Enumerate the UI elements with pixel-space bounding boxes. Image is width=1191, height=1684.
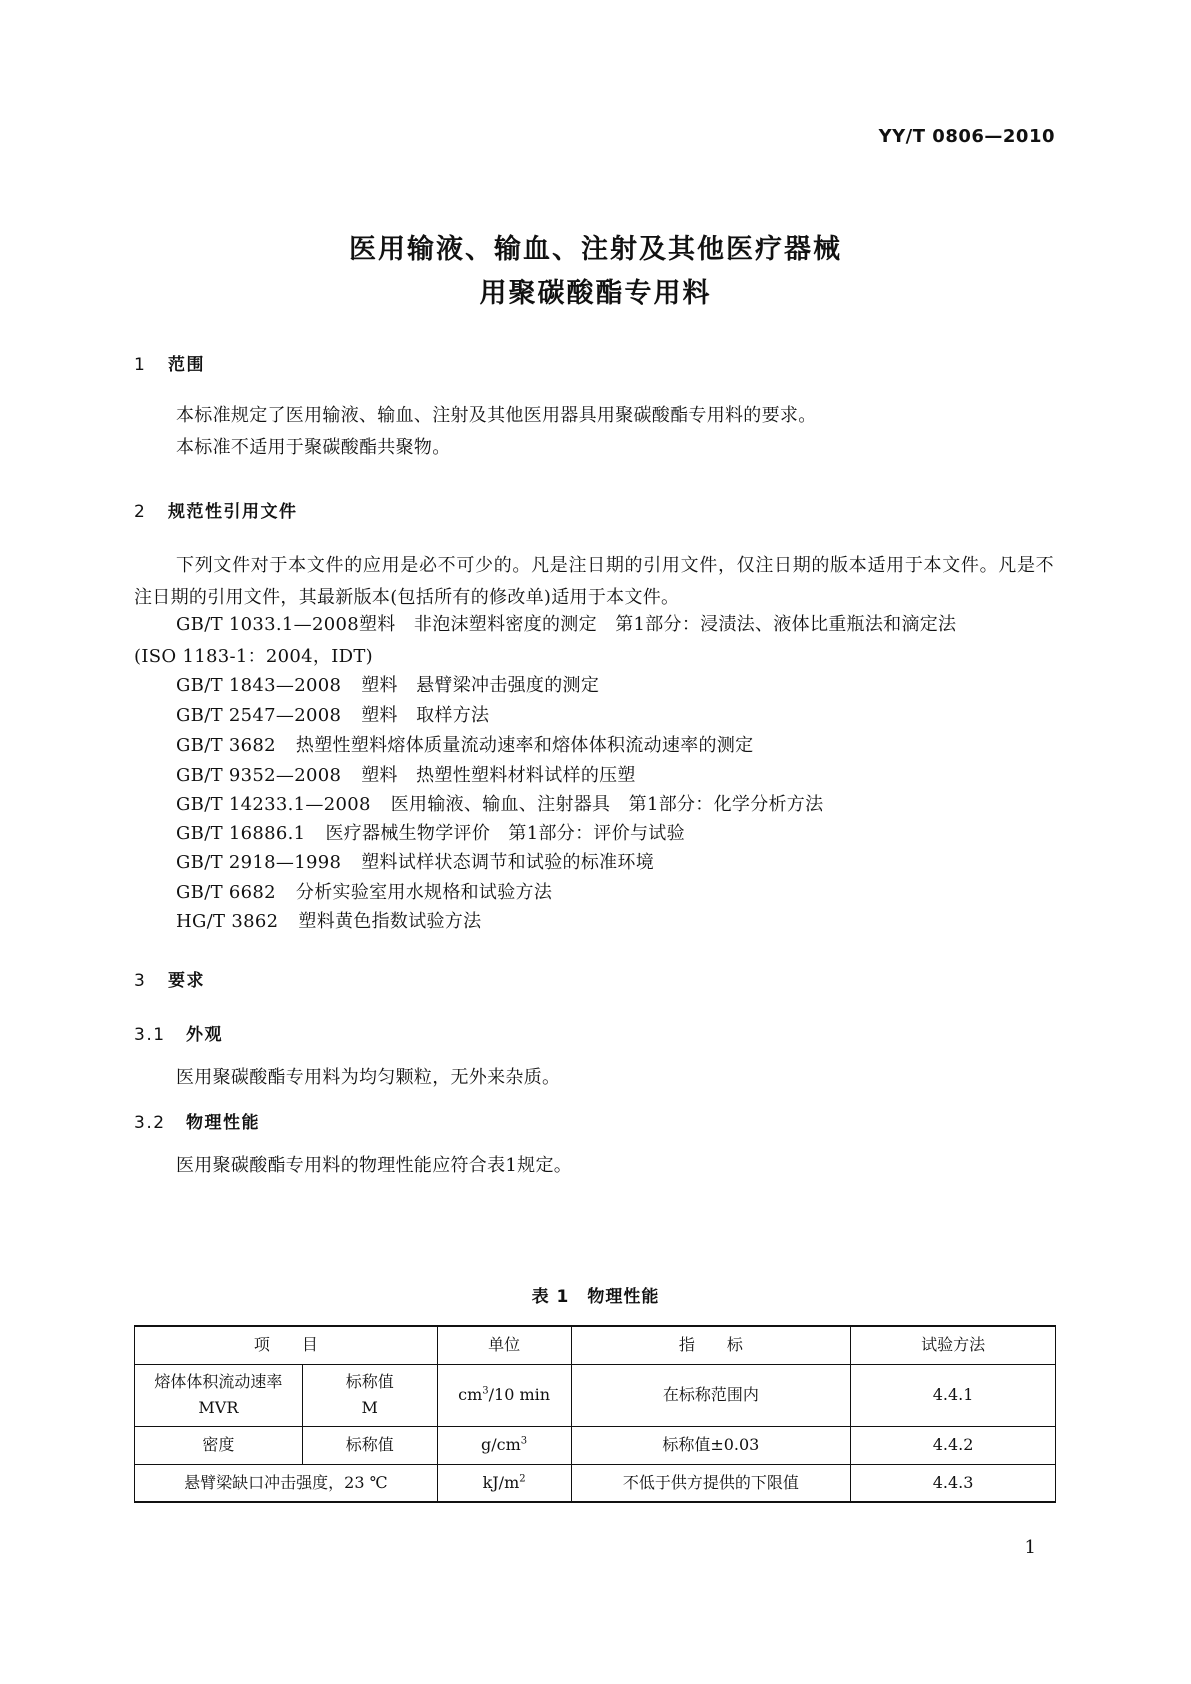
- ref-code: GB/T 9352—2008: [176, 765, 342, 786]
- section-3-heading: [134, 966, 205, 991]
- ref-title: 塑料 悬臂梁冲击强度的测定: [361, 675, 600, 696]
- section-title: 范围: [168, 355, 205, 375]
- unit-base: cm: [458, 1385, 483, 1404]
- section-title: 规范性引用文件: [168, 502, 298, 522]
- ref-title: 医用输液、输血、注射器具 第1部分：化学分析方法: [390, 794, 824, 815]
- standard-code: YY/T 0806—2010: [878, 126, 1055, 147]
- title-line-1: 医用输液、输血、注射及其他医疗器械: [349, 234, 842, 265]
- ref-code: GB/T 2918—1998: [176, 852, 342, 873]
- paragraph: 医用聚碳酸酯专用料为均匀颗粒，无外来杂质。: [176, 1067, 561, 1088]
- paragraph: 下列文件对于本文件的应用是必不可少的。凡是注日期的引用文件，仅注日期的版本适用于本文件。凡是不注日期的引用文件，其最新版本(包括所有的修改单)适用于本文件。: [134, 555, 1054, 608]
- reference-item: [134, 609, 1056, 673]
- unit-tail: /10 min: [488, 1385, 551, 1404]
- cell-item-line: MVR: [198, 1398, 239, 1417]
- subsection-3-2-heading: [134, 1108, 260, 1133]
- subsection-3-1-heading: [134, 1020, 223, 1045]
- ref-title: 塑料 取样方法: [361, 705, 490, 726]
- reference-item: [176, 790, 823, 816]
- table-caption: 表 1 物理性能: [531, 1287, 660, 1307]
- ref-title: 塑料 热塑性塑料材料试样的压塑: [361, 765, 636, 786]
- unit-superscript: 3: [520, 1435, 528, 1447]
- header-method: 试验方法: [851, 1326, 1056, 1364]
- cell-sub-line: M: [361, 1398, 378, 1417]
- cell-unit: [437, 1464, 571, 1502]
- reference-item: [176, 878, 552, 904]
- paragraph: 医用聚碳酸酯专用料的物理性能应符合表1规定。: [176, 1155, 573, 1176]
- paragraph: 本标准规定了医用输液、输血、注射及其他医用器具用聚碳酸酯专用料的要求。: [176, 405, 817, 426]
- ref-code: GB/T 1843—2008: [176, 675, 342, 696]
- ref-title-cont: (ISO 1183-1：2004，IDT): [134, 646, 373, 667]
- section-number: 3.1: [134, 1025, 166, 1045]
- cell-unit: [437, 1426, 571, 1464]
- section-2-heading: [134, 497, 298, 522]
- ref-title: 分析实验室用水规格和试验方法: [295, 882, 553, 903]
- reference-item: [176, 701, 489, 727]
- ref-code: GB/T 14233.1—2008: [176, 794, 371, 815]
- cell-sub-line: 标称值: [345, 1372, 394, 1391]
- ref-title: 医疗器械生物学评价 第1部分：评价与试验: [325, 823, 685, 844]
- ref-code: GB/T 3682: [176, 735, 276, 756]
- header-item: 项 目: [135, 1326, 438, 1364]
- cell-sub: [302, 1364, 437, 1426]
- ref-title: 塑料试样状态调节和试验的标准环境: [361, 852, 655, 873]
- section-1-heading: [134, 350, 205, 375]
- section-number: 3: [134, 971, 147, 991]
- reference-item: [176, 819, 685, 845]
- section-number: 2: [134, 502, 147, 522]
- cell-item: 密度: [135, 1426, 303, 1464]
- reference-item: [176, 907, 481, 933]
- cell-item: [135, 1364, 303, 1426]
- ref-title: 热塑性塑料熔体质量流动速率和熔体体积流动速率的测定: [295, 735, 754, 756]
- document-title: [0, 228, 1191, 316]
- cell-index: 不低于供方提供的下限值: [571, 1464, 851, 1502]
- cell-item-line: 熔体体积流动速率: [154, 1372, 283, 1391]
- reference-item: [176, 848, 654, 874]
- cell-index: 标称值±0.03: [571, 1426, 851, 1464]
- cell-method: 4.4.3: [851, 1464, 1056, 1502]
- cell-unit: [437, 1364, 571, 1426]
- section-title: 外观: [186, 1025, 223, 1045]
- reference-item: [176, 731, 753, 757]
- ref-code: GB/T 2547—2008: [176, 705, 342, 726]
- cell-index: 在标称范围内: [571, 1364, 851, 1426]
- paragraph: 本标准不适用于聚碳酸酯共聚物。: [176, 437, 451, 458]
- unit-base: kJ/m: [482, 1472, 520, 1492]
- cell-item: 悬臂梁缺口冲击强度，23 ℃: [135, 1464, 438, 1502]
- table-row: [135, 1464, 1056, 1502]
- section-title: 物理性能: [186, 1113, 260, 1133]
- reference-item: [176, 671, 599, 697]
- page-number: 1: [1024, 1537, 1036, 1558]
- unit-superscript: 2: [519, 1473, 526, 1485]
- physical-properties-table: [134, 1325, 1056, 1503]
- header-unit: 单位: [437, 1326, 571, 1364]
- table-header-row: [135, 1326, 1056, 1364]
- ref-code: HG/T 3862: [176, 911, 279, 932]
- ref-title: 塑料 非泡沫塑料密度的测定 第1部分：浸渍法、液体比重瓶法和滴定法: [359, 614, 957, 635]
- reference-item: [176, 761, 636, 787]
- header-index: 指 标: [571, 1326, 851, 1364]
- section-title: 要求: [168, 971, 205, 991]
- table-row: [135, 1426, 1056, 1464]
- cell-sub: 标称值: [302, 1426, 437, 1464]
- ref-title: 塑料黄色指数试验方法: [298, 911, 482, 932]
- ref-code: GB/T 16886.1: [176, 823, 306, 844]
- unit-base: g/cm: [481, 1435, 521, 1454]
- unit-superscript: 3: [482, 1385, 489, 1397]
- ref-code: GB/T 6682: [176, 882, 276, 903]
- title-line-2: 用聚碳酸酯专用料: [479, 278, 712, 309]
- ref-code: GB/T 1033.1—2008: [176, 614, 359, 635]
- section-number: 1: [134, 355, 147, 375]
- cell-method: 4.4.1: [851, 1364, 1056, 1426]
- cell-method: 4.4.2: [851, 1426, 1056, 1464]
- table-row: [135, 1364, 1056, 1426]
- section-number: 3.2: [134, 1113, 166, 1133]
